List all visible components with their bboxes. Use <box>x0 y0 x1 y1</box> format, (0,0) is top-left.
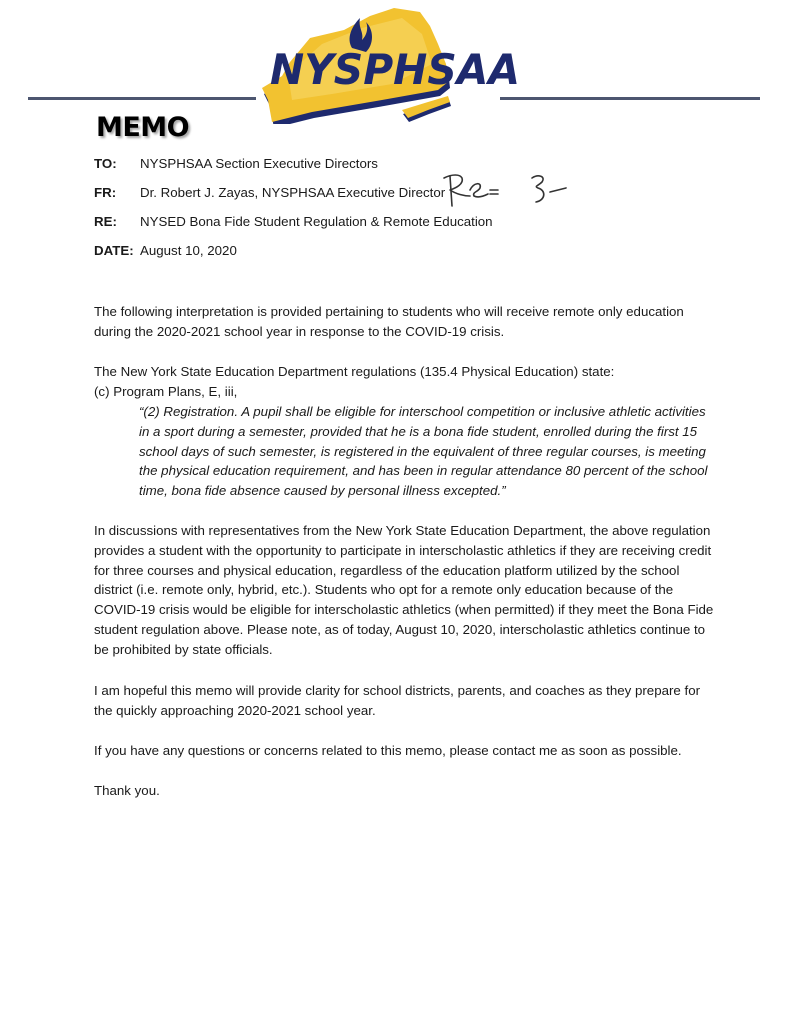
paragraph-hopeful: I am hopeful this memo will provide clarity for school districts, parents, and coaches as they prepare for the quickly approaching 2020-2021 school year. <box>94 683 701 718</box>
regulation-citation: The New York State Education Department regulations (135.4 Physical Education) state: <box>94 364 615 379</box>
memo-to-row <box>94 156 378 171</box>
letterhead-rule-left <box>28 97 256 100</box>
signature <box>438 168 608 212</box>
from-value: Dr. Robert J. Zayas, NYSPHSAA Executive Director <box>140 185 446 200</box>
paragraph-discussion: In discussions with representatives from the New York State Education Department, the above regulation provides a student with the opportunity to participate in interscholastic athletics if they are receiving credit for three courses and physical education, regardless of the education platform utilized by the school district (i.e. remote only, hybrid, etc.). Students who opt for a remote only education because of the COVID-19 crisis would be eligible for interscholastic athletics (when permitted) if they meet the Bona Fide student regulation above. Please note, as of today, August 10, 2020, interscholastic athletics continue to be prohibited by state officials. <box>94 523 714 657</box>
to-label: TO: <box>94 156 117 171</box>
ny-state-flame-logo-icon <box>252 4 534 124</box>
letterhead-rule-right <box>500 97 760 100</box>
nysphsaa-logo <box>252 4 534 124</box>
from-label: FR: <box>94 185 117 200</box>
date-label: DATE: <box>94 243 134 258</box>
closing: Thank you. <box>94 783 160 798</box>
re-value: NYSED Bona Fide Student Regulation & Remote Education <box>140 214 493 229</box>
memo-date-row <box>94 243 237 258</box>
handwritten-signature-icon <box>438 168 608 212</box>
paragraph-contact: If you have any questions or concerns related to this memo, please contact me as soon as possible. <box>94 743 682 758</box>
paragraph-intro: The following interpretation is provided pertaining to students who will receive remote only education during the 2020-2021 school year in response to the COVID-19 crisis. <box>94 304 684 339</box>
paragraph-regulation-intro <box>94 362 714 402</box>
re-label: RE: <box>94 214 117 229</box>
memo-from-row <box>94 185 445 200</box>
memo-title: MEMO <box>96 112 190 143</box>
program-plans-citation: (c) Program Plans, E, iii, <box>94 383 238 399</box>
regulation-quote: “(2) Registration. A pupil shall be eligible for interschool competition or inclusive athletic activities in a sport during a semester, provided that he is a bona fide student, enrolled during the first 15 school days of such semester, is registered in the equivalent of three regular courses, is meeting the physical education requirement, and has been in regular attendance 80 percent of the school time, bona fide absence caused by personal illness excepted.” <box>139 404 708 499</box>
date-value: August 10, 2020 <box>140 243 237 258</box>
svg-text:NYSPHSAA: NYSPHSAA <box>270 45 520 94</box>
memo-re-row <box>94 214 493 229</box>
to-value: NYSPHSAA Section Executive Directors <box>140 156 378 171</box>
